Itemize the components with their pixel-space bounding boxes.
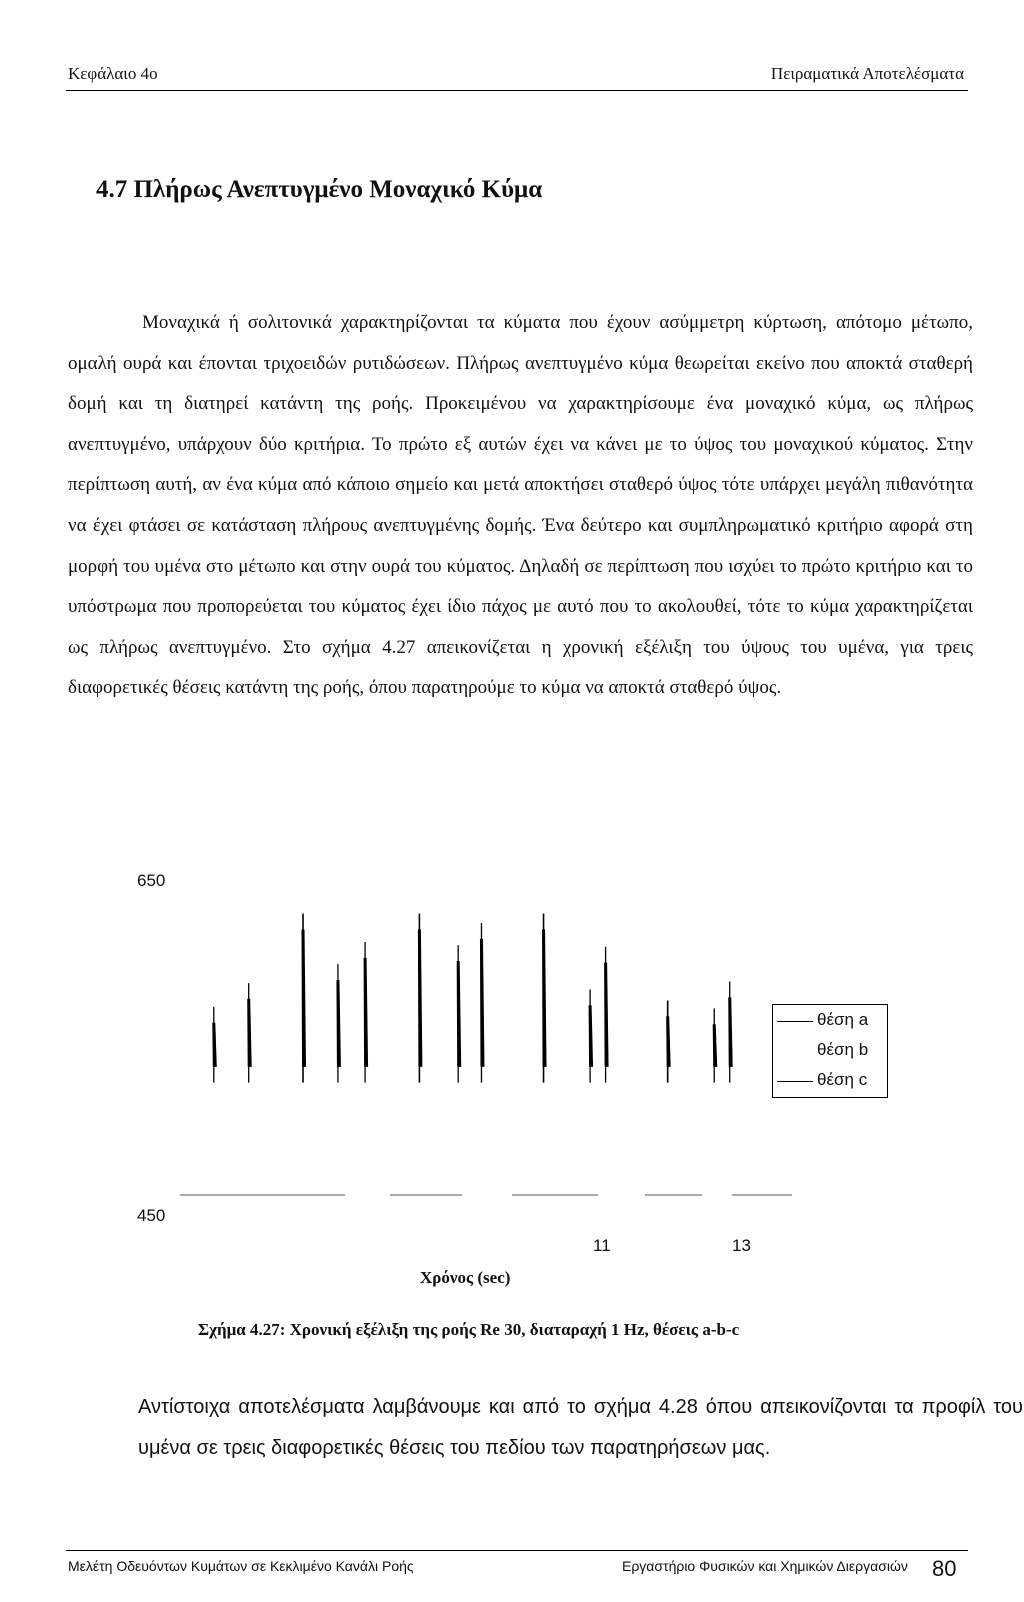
x-tick-11: 11 <box>593 1236 611 1255</box>
x-tick-13: 13 <box>732 1236 751 1255</box>
legend-line-c <box>777 1081 813 1082</box>
wave-spike-s2-2 <box>418 914 423 1083</box>
wave-spike-s1-5 <box>728 982 733 1083</box>
legend-label-b: θέση b <box>817 1040 869 1059</box>
page-number: 80 <box>932 1556 957 1581</box>
wave-spike-s2-1 <box>302 914 307 1083</box>
paragraph-2: Αντίστοιχα αποτελέσματα λαμβάνουμε και από το σχήμα 4.28 όπου απεικονίζονται τα προφίλ του υμένα σε τρεις διαφορετικές θέσεις του πεδίου των παρατηρήσεων μας. <box>138 1396 1023 1459</box>
footer-rule <box>66 1550 968 1551</box>
wave-spike-s3-1 <box>212 1007 217 1083</box>
legend-label-c: θέση c <box>817 1070 868 1089</box>
wave-spike-s2-3 <box>542 914 547 1083</box>
y-tick-bottom: 450 <box>137 1206 166 1225</box>
paragraph-1: Μοναχικά ή σολιτονικά χαρακτηρίζονται τα κύματα που έχουν ασύμμετρη κύρτωση, απότομο μέτωπο, ομαλή ουρά και έπονται τριχοειδών ρυτιδώσεων. Πλήρως ανεπτυγμένο κύμα θεωρείται εκείνο που αποκτά σταθερή δομή και τη διατηρεί κατάντη της ροής. Προκειμένου να χαρακτηρίσουμε ένα μοναχικό κύμα, ως πλήρως ανεπτυγμένο, υπάρχουν δύο κριτήρια. Το πρώτο εξ αυτών έχει να κάνει με το ύψος του μοναχικού κύματος. Στην περίπτωση αυτή, αν ένα κύμα από κάποιο σημείο και μετά αποκτήσει σταθερό ύψος τότε υπάρχει μεγάλη πιθανότητα να έχει φτάσει σε κατάσταση πλήρους ανεπτυγμένης δομής. Ένα δεύτερο και συμπληρωματικό κριτήριο αφορά στη μορφή του υμένα στο μέτωπο και στην ουρά του κύματος. Δηλαδή σε περίπτωση που ισχύει το πρώτο κριτήριο και το υπόστρωμα που προπορεύεται του κύματος έχει ίδιο πάχος με αυτό που το ακολουθεί, τότε το κύμα χαρακτηρίζεται ως πλήρως ανεπτυγμένο. Στο σχήμα 4.27 απεικονίζεται η χρονική εξέλιξη του ύψους του υμένα, για τρεις διαφορετικές θέσεις κατάντη της ροής, όπου παρατηρούμε το κύμα να αποκτά σταθερό ύψος. <box>68 312 973 699</box>
chart-legend <box>772 1004 888 1098</box>
footer-lab: Εργαστήριο Φυσικών και Χημικών Διεργασιών <box>622 1558 908 1574</box>
wave-spike-s1-1 <box>247 983 252 1083</box>
legend-item-a <box>773 1009 887 1033</box>
wave-spike-s1-2 <box>364 942 369 1083</box>
wave-spike-s3-2 <box>336 964 341 1083</box>
legend-item-c <box>773 1069 887 1093</box>
legend-line-a <box>777 1021 813 1022</box>
section-title: 4.7 Πλήρως Ανεπτυγμένο Μοναχικό Κύμα <box>96 176 543 203</box>
x-axis-label: Χρόνος (sec) <box>420 1268 511 1287</box>
header-section: Πειραματικά Αποτελέσματα <box>770 64 964 83</box>
wave-spike-s3-4 <box>589 989 594 1082</box>
wave-spike-s3-3 <box>457 945 462 1082</box>
figure-caption: Σχήμα 4.27: Χρονική εξέλιξη της ροής Re 30, διαταραχή 1 Hz, θέσεις a-b-c <box>198 1320 740 1339</box>
y-tick-top: 650 <box>137 871 166 890</box>
wave-spike-s2-4 <box>666 1001 671 1083</box>
header-chapter: Κεφάλαιο 4ο <box>68 64 158 83</box>
header-rule <box>66 90 968 91</box>
wave-spike-s1-4 <box>604 947 609 1083</box>
footer-title: Μελέτη Οδευόντων Κυμάτων σε Κεκλιμένο Κανάλι Ροής <box>68 1558 414 1574</box>
wave-spike-s3-5 <box>713 1008 718 1082</box>
legend-item-b <box>773 1039 887 1063</box>
legend-label-a: θέση a <box>817 1010 869 1029</box>
wave-spike-s1-3 <box>480 923 485 1083</box>
